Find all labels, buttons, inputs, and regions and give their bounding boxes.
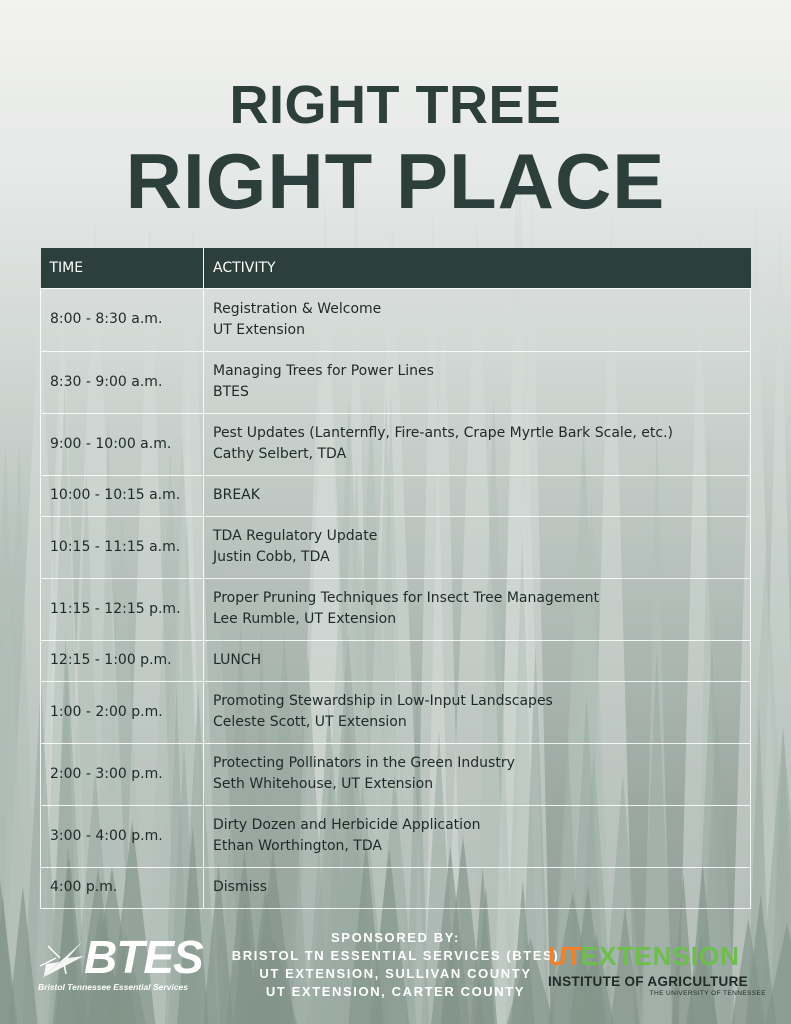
schedule-row [41, 288, 751, 351]
institute-of-agriculture-label: INSTITUTE OF AGRICULTURE [548, 974, 748, 989]
schedule-activity: Dirty Dozen and Herbicide Application [213, 817, 481, 833]
schedule-activity-cell [204, 681, 751, 743]
schedule-presenter: Justin Cobb, TDA [213, 549, 330, 565]
university-of-tennessee-label: THE UNIVERSITY OF TENNESSEE [649, 990, 766, 997]
schedule-activity: Protecting Pollinators in the Green Industry [213, 755, 515, 771]
schedule-row [41, 475, 751, 516]
schedule-row [41, 351, 751, 413]
title-line-1: RIGHT TREE [229, 75, 562, 135]
btes-logo [38, 932, 210, 994]
schedule-row [41, 867, 751, 908]
schedule-activity: Registration & Welcome [213, 300, 382, 317]
schedule-row [41, 516, 751, 578]
schedule-presenter: UT Extension [213, 321, 305, 338]
schedule-activity-cell [204, 351, 751, 413]
ut-extension-logo [548, 941, 770, 997]
schedule-activity-cell [204, 288, 751, 351]
schedule-row [41, 640, 751, 681]
schedule-activity-cell [204, 640, 751, 681]
schedule-presenter: Lee Rumble, UT Extension [213, 611, 397, 627]
schedule-activity-cell [204, 413, 751, 475]
schedule-time: 3:00 - 4:00 p.m. [41, 805, 204, 867]
schedule-activity-cell [204, 578, 751, 640]
schedule-time: 10:15 - 11:15 a.m. [41, 516, 204, 578]
schedule-presenter: BTES [213, 384, 249, 400]
schedule-row [41, 681, 751, 743]
time-column-header: TIME [41, 248, 204, 288]
schedule-activity: Managing Trees for Power Lines [213, 363, 434, 379]
schedule-header-row [41, 248, 751, 288]
schedule-activity-cell [204, 867, 751, 908]
sponsor-block [200, 929, 591, 1001]
schedule-activity: Pest Updates (Lanternfly, Fire-ants, Crape Myrtle Bark Scale, etc.) [213, 425, 674, 441]
schedule-time: 1:00 - 2:00 p.m. [41, 681, 204, 743]
schedule-activity: Promoting Stewardship in Low-Input Landscapes [213, 693, 553, 709]
lightning-bolt-icon [38, 936, 88, 980]
schedule-time: 2:00 - 3:00 p.m. [41, 743, 204, 805]
schedule-activity: LUNCH [213, 652, 262, 668]
schedule-activity: Dismiss [213, 879, 268, 895]
extension-logo-word: EXTENSION [580, 941, 740, 971]
schedule-time: 8:30 - 9:00 a.m. [41, 351, 204, 413]
btes-logo-word: BTES [84, 931, 203, 983]
schedule-time: 11:15 - 12:15 p.m. [41, 578, 204, 640]
schedule-activity: BREAK [213, 487, 260, 503]
schedule-time: 4:00 p.m. [41, 867, 204, 908]
btes-logo-subtitle: Bristol Tennessee Essential Services [38, 982, 188, 992]
schedule-time: 8:00 - 8:30 a.m. [41, 288, 204, 351]
sponsor-line: BRISTOL TN ESSENTIAL SERVICES (BTES) [231, 948, 560, 963]
schedule-row [41, 805, 751, 867]
ut-logo-mark: UT [548, 941, 581, 971]
schedule-activity-cell [204, 516, 751, 578]
schedule-row [41, 413, 751, 475]
sponsor-heading: SPONSORED BY: [331, 930, 460, 945]
schedule-presenter: Cathy Selbert, TDA [213, 446, 347, 462]
schedule-activity-cell [204, 475, 751, 516]
schedule-time: 10:00 - 10:15 a.m. [41, 475, 204, 516]
schedule-activity-cell [204, 805, 751, 867]
schedule-activity: TDA Regulatory Update [213, 528, 378, 544]
sponsor-line: UT EXTENSION, CARTER COUNTY [265, 984, 526, 999]
schedule-presenter: Ethan Worthington, TDA [213, 838, 382, 854]
schedule-activity: Proper Pruning Techniques for Insect Tree Management [213, 590, 600, 606]
schedule-row [41, 578, 751, 640]
schedule-row [41, 743, 751, 805]
schedule-activity-cell [204, 743, 751, 805]
schedule-table [40, 248, 751, 909]
schedule-time: 9:00 - 10:00 a.m. [41, 413, 204, 475]
schedule-presenter: Seth Whitehouse, UT Extension [213, 776, 434, 792]
activity-column-header: ACTIVITY [204, 248, 751, 288]
schedule-presenter: Celeste Scott, UT Extension [213, 714, 407, 730]
title-line-2: RIGHT PLACE [125, 137, 666, 225]
sponsor-line: UT EXTENSION, SULLIVAN COUNTY [259, 966, 532, 981]
schedule-time: 12:15 - 1:00 p.m. [41, 640, 204, 681]
